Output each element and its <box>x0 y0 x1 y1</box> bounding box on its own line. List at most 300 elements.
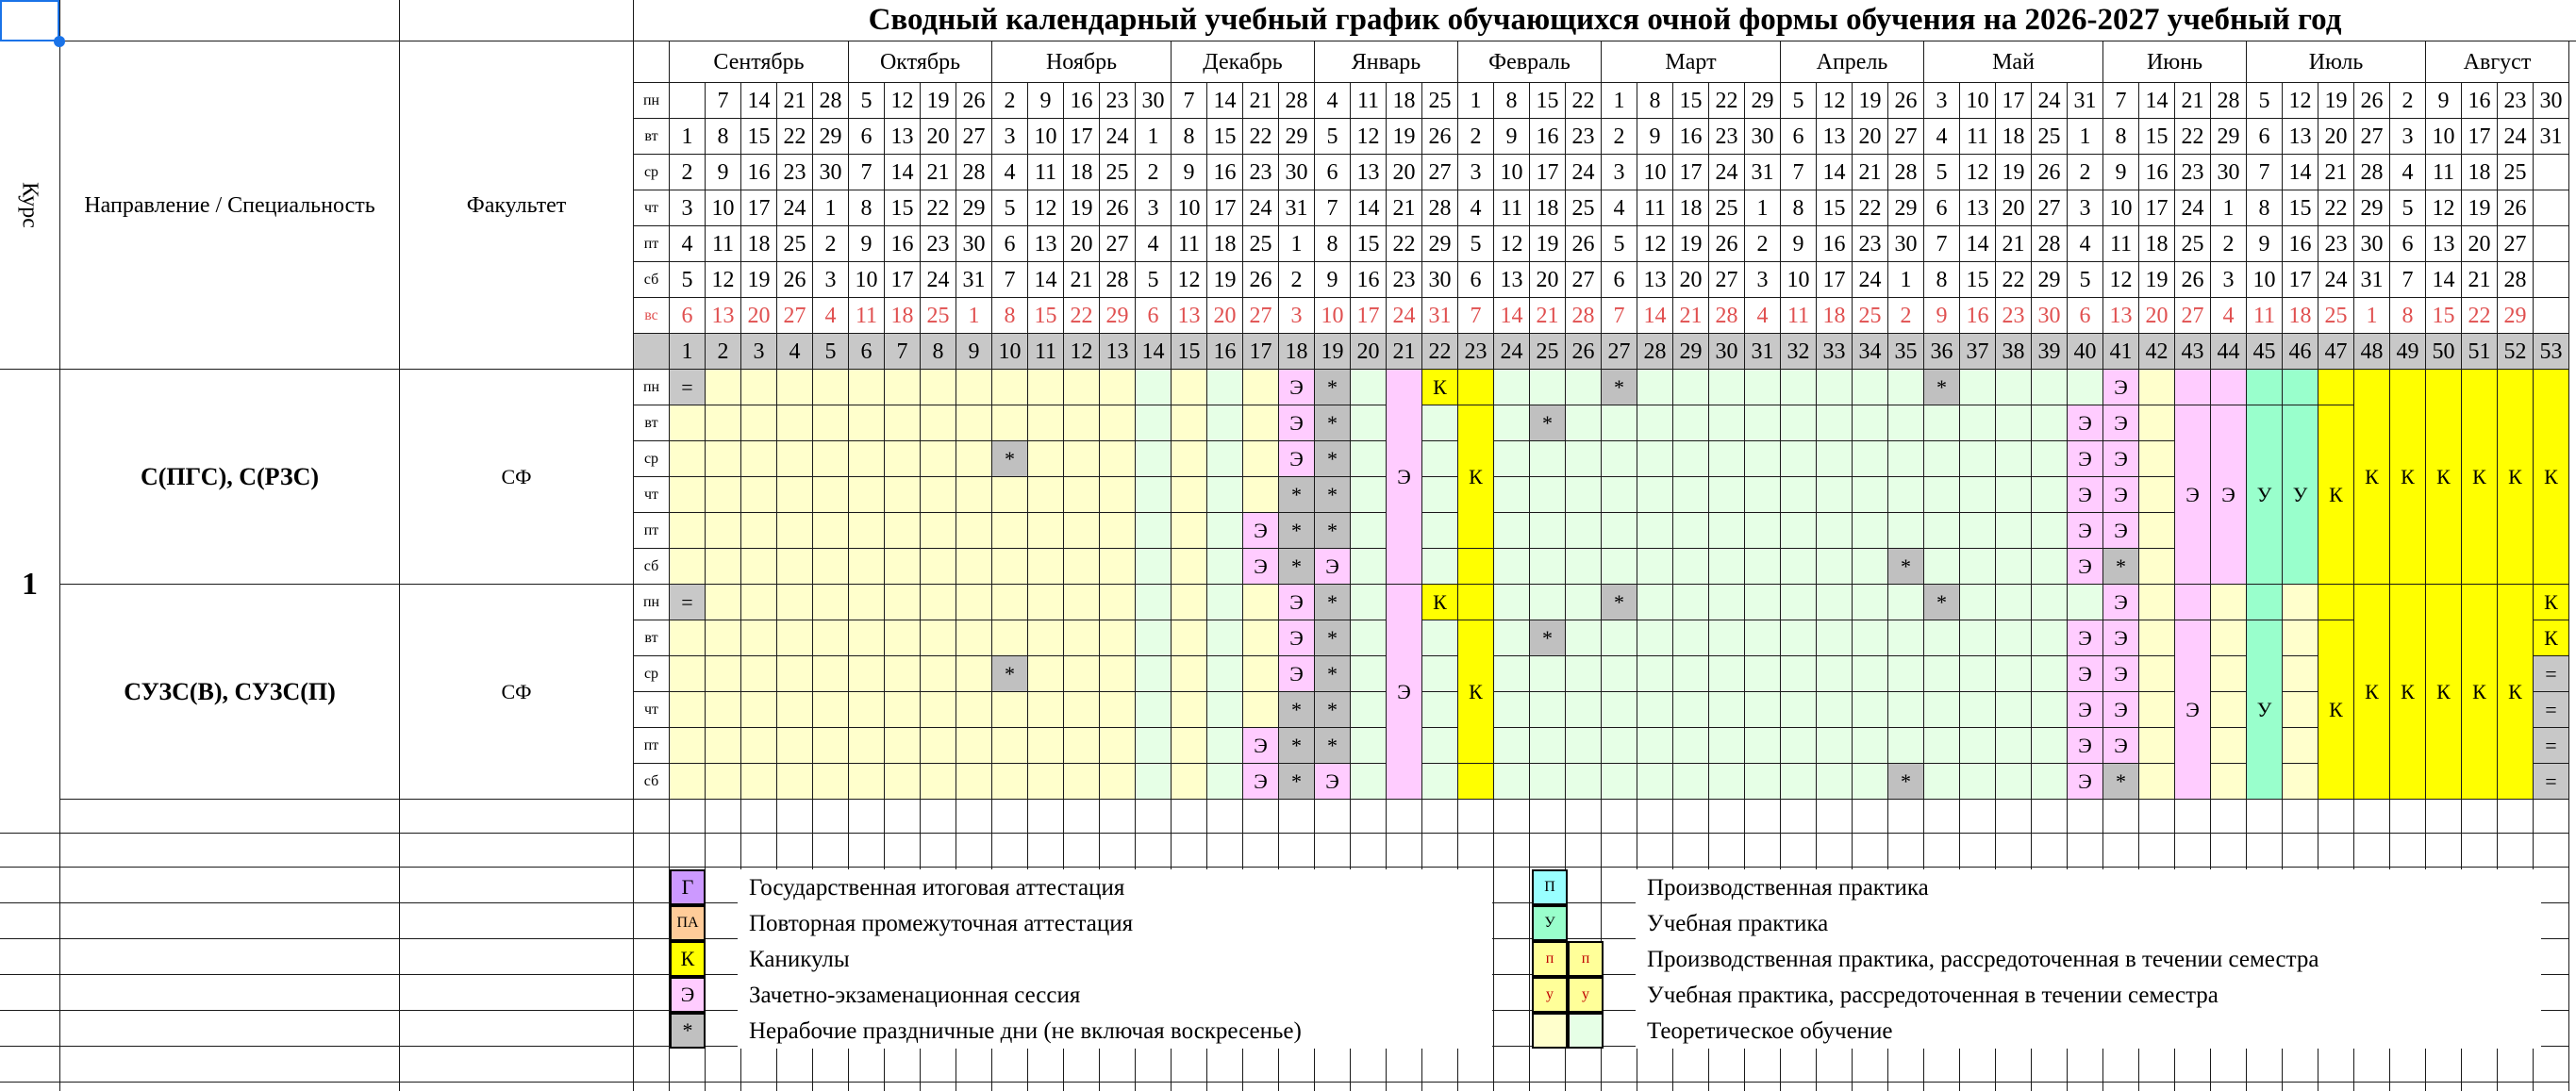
date-cell[interactable]: 8 <box>1494 83 1530 119</box>
schedule-cell[interactable] <box>2283 620 2318 656</box>
schedule-cell[interactable]: Э <box>1315 549 1351 585</box>
date-cell[interactable]: 29 <box>2211 119 2247 155</box>
empty-cell[interactable] <box>1207 800 1243 834</box>
date-cell[interactable]: 1 <box>2354 298 2390 334</box>
schedule-cell[interactable] <box>1924 477 1960 513</box>
day-name[interactable]: вт <box>634 405 670 441</box>
date-cell[interactable]: 18 <box>2139 226 2175 262</box>
empty-cell[interactable] <box>1745 834 1781 868</box>
schedule-cell[interactable] <box>849 692 885 728</box>
date-cell[interactable]: 27 <box>2032 190 2068 226</box>
schedule-cell[interactable] <box>1960 477 1996 513</box>
schedule-cell[interactable] <box>1817 764 1853 800</box>
date-cell[interactable]: 4 <box>1745 298 1781 334</box>
direction-name[interactable]: СУЗС(В), СУЗС(П) <box>60 585 400 800</box>
schedule-cell[interactable] <box>921 370 956 405</box>
date-cell[interactable]: 27 <box>777 298 813 334</box>
date-cell[interactable]: 2 <box>1279 262 1315 298</box>
day-name[interactable]: чт <box>634 477 670 513</box>
date-cell[interactable]: 1 <box>1458 83 1494 119</box>
empty-cell[interactable] <box>1924 1083 1960 1091</box>
date-cell[interactable]: 4 <box>1602 190 1637 226</box>
day-name[interactable]: сб <box>634 764 670 800</box>
schedule-cell[interactable]: * <box>1315 620 1351 656</box>
date-cell[interactable]: 12 <box>1960 155 1996 190</box>
schedule-cell[interactable]: Э <box>1315 764 1351 800</box>
empty-cell[interactable] <box>400 1083 634 1091</box>
schedule-cell[interactable] <box>741 692 777 728</box>
legend-symbol[interactable] <box>1568 1013 1604 1049</box>
empty-cell[interactable] <box>1566 1047 1602 1083</box>
date-cell[interactable]: 4 <box>1458 190 1494 226</box>
schedule-cell[interactable]: К <box>1422 585 1458 620</box>
empty-cell[interactable] <box>706 939 741 975</box>
empty-cell[interactable] <box>921 1083 956 1091</box>
schedule-cell[interactable] <box>921 549 956 585</box>
date-cell[interactable]: 4 <box>1136 226 1172 262</box>
schedule-cell[interactable] <box>1853 620 1888 656</box>
date-cell[interactable]: 27 <box>1566 262 1602 298</box>
date-cell[interactable]: 2 <box>992 83 1028 119</box>
schedule-cell[interactable]: * <box>992 441 1028 477</box>
empty-cell[interactable] <box>1172 800 1207 834</box>
date-cell[interactable]: 30 <box>2211 155 2247 190</box>
schedule-cell[interactable]: К <box>2534 585 2569 620</box>
empty-cell[interactable] <box>2318 800 2354 834</box>
schedule-cell[interactable] <box>1602 620 1637 656</box>
empty-cell[interactable] <box>2211 834 2247 868</box>
date-cell[interactable]: 11 <box>2103 226 2139 262</box>
schedule-cell[interactable] <box>1064 728 1100 764</box>
date-cell[interactable]: 3 <box>813 262 849 298</box>
date-cell[interactable]: 23 <box>1243 155 1279 190</box>
week-number[interactable]: 45 <box>2247 334 2283 370</box>
day-name[interactable]: вс <box>634 298 670 334</box>
date-cell[interactable]: 29 <box>1100 298 1136 334</box>
schedule-cell[interactable] <box>1673 549 1709 585</box>
date-cell[interactable]: 18 <box>1207 226 1243 262</box>
empty-cell[interactable] <box>1028 834 1064 868</box>
schedule-cell[interactable]: К <box>1422 370 1458 405</box>
merged-cell[interactable]: К <box>2462 585 2498 800</box>
merged-cell[interactable]: К <box>2462 370 2498 585</box>
schedule-cell[interactable] <box>1996 728 2032 764</box>
schedule-cell[interactable] <box>1422 477 1458 513</box>
schedule-cell[interactable] <box>992 549 1028 585</box>
empty-cell[interactable] <box>2462 800 2498 834</box>
date-cell[interactable]: 23 <box>921 226 956 262</box>
schedule-cell[interactable] <box>1996 513 2032 549</box>
schedule-cell[interactable]: * <box>1315 656 1351 692</box>
schedule-cell[interactable] <box>706 692 741 728</box>
week-number[interactable]: 9 <box>956 334 992 370</box>
schedule-cell[interactable] <box>1243 692 1279 728</box>
date-cell[interactable]: 19 <box>1207 262 1243 298</box>
empty-cell[interactable] <box>885 834 921 868</box>
empty-cell[interactable] <box>1673 800 1709 834</box>
selection-handle[interactable] <box>54 36 65 47</box>
week-number[interactable]: 23 <box>1458 334 1494 370</box>
date-cell[interactable]: 8 <box>2390 298 2426 334</box>
schedule-cell[interactable] <box>1494 513 1530 549</box>
schedule-cell[interactable] <box>2032 405 2068 441</box>
date-cell[interactable]: 28 <box>1422 190 1458 226</box>
date-cell[interactable]: 3 <box>2390 119 2426 155</box>
schedule-cell[interactable] <box>1673 477 1709 513</box>
date-cell[interactable]: 16 <box>2462 83 2498 119</box>
date-cell[interactable]: 29 <box>2032 262 2068 298</box>
schedule-cell[interactable] <box>1028 764 1064 800</box>
schedule-cell[interactable] <box>1172 728 1207 764</box>
empty-cell[interactable] <box>1351 800 1387 834</box>
date-cell[interactable]: 9 <box>2103 155 2139 190</box>
empty-cell[interactable] <box>2283 1047 2318 1083</box>
empty-cell[interactable] <box>2175 800 2211 834</box>
week-number[interactable]: 40 <box>2068 334 2103 370</box>
empty-cell[interactable] <box>777 800 813 834</box>
empty-cell[interactable] <box>60 800 400 834</box>
schedule-cell[interactable] <box>813 692 849 728</box>
day-name[interactable]: вт <box>634 620 670 656</box>
empty-cell[interactable] <box>1530 1083 1566 1091</box>
empty-cell[interactable] <box>1207 1083 1243 1091</box>
schedule-cell[interactable] <box>1673 692 1709 728</box>
week-number[interactable]: 16 <box>1207 334 1243 370</box>
date-cell[interactable]: 7 <box>2247 155 2283 190</box>
schedule-cell[interactable]: * <box>2103 764 2139 800</box>
empty-cell[interactable] <box>634 1011 670 1047</box>
legend-symbol[interactable]: п <box>1532 941 1568 977</box>
schedule-cell[interactable] <box>1351 692 1387 728</box>
empty-cell[interactable] <box>992 1047 1028 1083</box>
schedule-cell[interactable] <box>1960 620 1996 656</box>
week-number[interactable]: 34 <box>1853 334 1888 370</box>
date-cell[interactable]: 22 <box>1853 190 1888 226</box>
date-cell[interactable]: 30 <box>813 155 849 190</box>
empty-cell[interactable] <box>1315 800 1351 834</box>
date-cell[interactable]: 24 <box>1243 190 1279 226</box>
schedule-cell[interactable]: * <box>1602 370 1637 405</box>
date-cell[interactable]: 23 <box>1100 83 1136 119</box>
empty-cell[interactable] <box>2462 834 2498 868</box>
schedule-cell[interactable] <box>777 656 813 692</box>
schedule-cell[interactable] <box>921 692 956 728</box>
week-number[interactable]: 39 <box>2032 334 2068 370</box>
schedule-cell[interactable] <box>741 656 777 692</box>
date-cell[interactable]: 21 <box>1530 298 1566 334</box>
merged-cell[interactable]: К <box>2318 405 2354 585</box>
schedule-cell[interactable] <box>992 513 1028 549</box>
schedule-cell[interactable] <box>1888 656 1924 692</box>
empty-cell[interactable] <box>741 800 777 834</box>
schedule-cell[interactable] <box>1888 441 1924 477</box>
schedule-cell[interactable] <box>1064 764 1100 800</box>
schedule-cell[interactable] <box>1709 405 1745 441</box>
empty-cell[interactable] <box>2534 1047 2569 1083</box>
date-cell[interactable]: 28 <box>2032 226 2068 262</box>
schedule-cell[interactable] <box>1996 585 2032 620</box>
empty-cell[interactable] <box>2175 1047 2211 1083</box>
date-cell[interactable]: 29 <box>1888 190 1924 226</box>
schedule-cell[interactable] <box>1351 549 1387 585</box>
empty-cell[interactable] <box>1817 800 1853 834</box>
date-cell[interactable]: 4 <box>1315 83 1351 119</box>
schedule-cell[interactable] <box>885 585 921 620</box>
schedule-cell[interactable] <box>1960 585 1996 620</box>
schedule-cell[interactable] <box>1673 370 1709 405</box>
schedule-cell[interactable] <box>1853 692 1888 728</box>
schedule-cell[interactable] <box>1888 513 1924 549</box>
schedule-cell[interactable] <box>1243 585 1279 620</box>
date-cell[interactable]: 15 <box>2139 119 2175 155</box>
schedule-cell[interactable] <box>1673 728 1709 764</box>
date-cell[interactable]: 11 <box>2247 298 2283 334</box>
empty-cell[interactable] <box>1530 800 1566 834</box>
schedule-cell[interactable] <box>1136 764 1172 800</box>
schedule-cell[interactable] <box>992 620 1028 656</box>
date-cell[interactable]: 13 <box>1351 155 1387 190</box>
empty-cell[interactable] <box>921 834 956 868</box>
empty-cell[interactable] <box>634 1083 670 1091</box>
date-cell[interactable]: 7 <box>2103 83 2139 119</box>
date-cell[interactable]: 14 <box>1817 155 1853 190</box>
merged-cell[interactable]: У <box>2247 405 2283 585</box>
date-cell[interactable]: 31 <box>956 262 992 298</box>
date-cell[interactable]: 23 <box>1853 226 1888 262</box>
date-cell[interactable]: 22 <box>1709 83 1745 119</box>
schedule-cell[interactable] <box>1602 549 1637 585</box>
date-cell[interactable]: 26 <box>2032 155 2068 190</box>
date-cell[interactable]: 3 <box>1602 155 1637 190</box>
legend-text[interactable]: Повторная промежуточная аттестация <box>738 905 1492 941</box>
empty-cell[interactable] <box>849 1083 885 1091</box>
date-cell[interactable]: 17 <box>1207 190 1243 226</box>
schedule-cell[interactable]: Э <box>2068 405 2103 441</box>
schedule-cell[interactable]: * <box>1602 585 1637 620</box>
schedule-cell[interactable] <box>670 477 706 513</box>
date-cell[interactable]: 7 <box>1781 155 1817 190</box>
schedule-cell[interactable] <box>2247 585 2283 620</box>
date-cell[interactable]: 22 <box>1996 262 2032 298</box>
schedule-cell[interactable] <box>921 513 956 549</box>
week-number[interactable]: 2 <box>706 334 741 370</box>
week-number[interactable]: 38 <box>1996 334 2032 370</box>
date-cell[interactable]: 13 <box>706 298 741 334</box>
faculty-name[interactable]: СФ <box>400 370 634 585</box>
date-cell[interactable]: 24 <box>1853 262 1888 298</box>
empty-cell[interactable] <box>2354 1047 2390 1083</box>
date-cell[interactable]: 28 <box>2211 83 2247 119</box>
schedule-cell[interactable] <box>1673 405 1709 441</box>
date-cell[interactable]: 31 <box>2068 83 2103 119</box>
schedule-cell[interactable]: * <box>1315 692 1351 728</box>
date-cell[interactable]: 4 <box>670 226 706 262</box>
date-cell[interactable]: 17 <box>1064 119 1100 155</box>
schedule-cell[interactable] <box>1243 477 1279 513</box>
date-cell[interactable]: 19 <box>2139 262 2175 298</box>
schedule-cell[interactable] <box>1888 692 1924 728</box>
date-cell[interactable]: 31 <box>1422 298 1458 334</box>
date-cell[interactable]: 6 <box>2068 298 2103 334</box>
empty-cell[interactable] <box>1279 1083 1315 1091</box>
schedule-cell[interactable] <box>2139 370 2175 405</box>
date-cell[interactable]: 23 <box>1996 298 2032 334</box>
date-cell[interactable]: 21 <box>777 83 813 119</box>
week-number[interactable]: 49 <box>2390 334 2426 370</box>
empty-cell[interactable] <box>706 1011 741 1047</box>
date-cell[interactable]: 25 <box>2498 155 2534 190</box>
day-name[interactable]: ср <box>634 441 670 477</box>
empty-cell[interactable] <box>60 868 400 903</box>
schedule-cell[interactable] <box>1458 764 1494 800</box>
schedule-cell[interactable] <box>1172 513 1207 549</box>
empty-cell[interactable] <box>1243 1047 1279 1083</box>
schedule-cell[interactable] <box>1673 620 1709 656</box>
date-cell[interactable]: 20 <box>1996 190 2032 226</box>
empty-cell[interactable] <box>2318 1047 2354 1083</box>
empty-cell[interactable] <box>1781 1083 1817 1091</box>
empty-cell[interactable] <box>1279 834 1315 868</box>
empty-cell[interactable] <box>1351 1047 1387 1083</box>
schedule-cell[interactable] <box>1207 692 1243 728</box>
empty-cell[interactable] <box>956 1083 992 1091</box>
schedule-cell[interactable]: Э <box>1279 656 1315 692</box>
empty-cell[interactable] <box>2247 800 2283 834</box>
schedule-cell[interactable] <box>1709 656 1745 692</box>
month-header[interactable]: Апрель <box>1781 41 1924 83</box>
date-cell[interactable]: 6 <box>1458 262 1494 298</box>
schedule-cell[interactable] <box>1494 477 1530 513</box>
date-cell[interactable]: 8 <box>1315 226 1351 262</box>
schedule-cell[interactable] <box>1817 692 1853 728</box>
day-name[interactable]: чт <box>634 190 670 226</box>
schedule-cell[interactable] <box>1100 620 1136 656</box>
date-cell[interactable]: 15 <box>1960 262 1996 298</box>
date-cell[interactable]: 23 <box>2318 226 2354 262</box>
date-cell[interactable]: 7 <box>1458 298 1494 334</box>
schedule-cell[interactable] <box>2283 585 2318 620</box>
empty-cell[interactable] <box>2354 800 2390 834</box>
date-cell[interactable]: 9 <box>2247 226 2283 262</box>
date-cell[interactable]: 25 <box>1422 83 1458 119</box>
date-cell[interactable]: 17 <box>2283 262 2318 298</box>
date-cell[interactable]: 1 <box>1888 262 1924 298</box>
schedule-cell[interactable] <box>1136 513 1172 549</box>
date-cell[interactable]: 16 <box>1351 262 1387 298</box>
schedule-cell[interactable] <box>1745 728 1781 764</box>
date-cell[interactable]: 20 <box>2318 119 2354 155</box>
date-cell[interactable]: 27 <box>1422 155 1458 190</box>
merged-cell[interactable]: Э <box>1387 370 1422 585</box>
schedule-cell[interactable] <box>777 513 813 549</box>
date-cell[interactable]: 10 <box>1781 262 1817 298</box>
schedule-cell[interactable] <box>741 549 777 585</box>
date-cell[interactable]: 27 <box>1243 298 1279 334</box>
schedule-cell[interactable] <box>1422 549 1458 585</box>
schedule-cell[interactable] <box>1637 728 1673 764</box>
schedule-cell[interactable]: * <box>1279 764 1315 800</box>
schedule-cell[interactable]: * <box>1315 728 1351 764</box>
date-cell[interactable]: 24 <box>2032 83 2068 119</box>
schedule-cell[interactable] <box>1817 513 1853 549</box>
date-cell[interactable]: 9 <box>1172 155 1207 190</box>
date-cell[interactable]: 14 <box>1960 226 1996 262</box>
date-cell[interactable]: 27 <box>2175 298 2211 334</box>
schedule-cell[interactable] <box>1673 656 1709 692</box>
date-cell[interactable]: 9 <box>1315 262 1351 298</box>
date-cell[interactable]: 15 <box>2426 298 2462 334</box>
schedule-cell[interactable] <box>1207 549 1243 585</box>
date-cell[interactable]: 20 <box>1387 155 1422 190</box>
week-number[interactable]: 8 <box>921 334 956 370</box>
merged-cell[interactable]: К <box>2318 620 2354 800</box>
date-cell[interactable]: 30 <box>956 226 992 262</box>
week-number[interactable]: 22 <box>1422 334 1458 370</box>
schedule-cell[interactable] <box>1351 477 1387 513</box>
date-cell[interactable]: 4 <box>1924 119 1960 155</box>
date-cell[interactable]: 6 <box>1924 190 1960 226</box>
empty-cell[interactable] <box>777 1047 813 1083</box>
schedule-cell[interactable] <box>1781 370 1817 405</box>
schedule-cell[interactable] <box>1100 585 1136 620</box>
schedule-cell[interactable] <box>1530 549 1566 585</box>
schedule-cell[interactable] <box>1064 585 1100 620</box>
empty-cell[interactable] <box>634 834 670 868</box>
schedule-cell[interactable] <box>1064 620 1100 656</box>
empty-cell[interactable] <box>1709 1083 1745 1091</box>
empty-cell[interactable] <box>813 800 849 834</box>
empty-cell[interactable] <box>1781 800 1817 834</box>
schedule-cell[interactable] <box>2032 692 2068 728</box>
month-header[interactable]: Сентябрь <box>670 41 849 83</box>
empty-cell[interactable] <box>1422 1083 1458 1091</box>
schedule-cell[interactable]: Э <box>1243 513 1279 549</box>
schedule-cell[interactable] <box>2211 656 2247 692</box>
legend-text[interactable]: Нерабочие праздничные дни (не включая воскресенье) <box>738 1013 1492 1049</box>
schedule-cell[interactable] <box>670 728 706 764</box>
schedule-cell[interactable] <box>1781 692 1817 728</box>
schedule-cell[interactable] <box>849 620 885 656</box>
schedule-cell[interactable]: = <box>2534 728 2569 764</box>
week-number[interactable]: 35 <box>1888 334 1924 370</box>
day-name[interactable]: пт <box>634 513 670 549</box>
empty-cell[interactable] <box>2139 834 2175 868</box>
date-cell[interactable]: 12 <box>2283 83 2318 119</box>
empty-cell[interactable] <box>1996 1083 2032 1091</box>
date-cell[interactable]: 1 <box>1745 190 1781 226</box>
week-number[interactable]: 13 <box>1100 334 1136 370</box>
schedule-cell[interactable] <box>1172 477 1207 513</box>
date-cell[interactable]: 8 <box>849 190 885 226</box>
schedule-cell[interactable] <box>1136 692 1172 728</box>
schedule-cell[interactable] <box>706 513 741 549</box>
date-cell[interactable]: 3 <box>670 190 706 226</box>
schedule-cell[interactable] <box>1422 692 1458 728</box>
schedule-cell[interactable] <box>921 728 956 764</box>
schedule-cell[interactable]: Э <box>2068 477 2103 513</box>
empty-cell[interactable] <box>1064 1083 1100 1091</box>
schedule-cell[interactable] <box>1064 441 1100 477</box>
schedule-cell[interactable] <box>777 620 813 656</box>
schedule-cell[interactable] <box>1673 764 1709 800</box>
empty-cell[interactable] <box>1637 1083 1673 1091</box>
schedule-cell[interactable] <box>1637 620 1673 656</box>
schedule-cell[interactable] <box>1853 585 1888 620</box>
schedule-cell[interactable] <box>1996 692 2032 728</box>
empty-cell[interactable] <box>1136 1083 1172 1091</box>
schedule-cell[interactable] <box>1924 620 1960 656</box>
schedule-cell[interactable]: * <box>1315 585 1351 620</box>
